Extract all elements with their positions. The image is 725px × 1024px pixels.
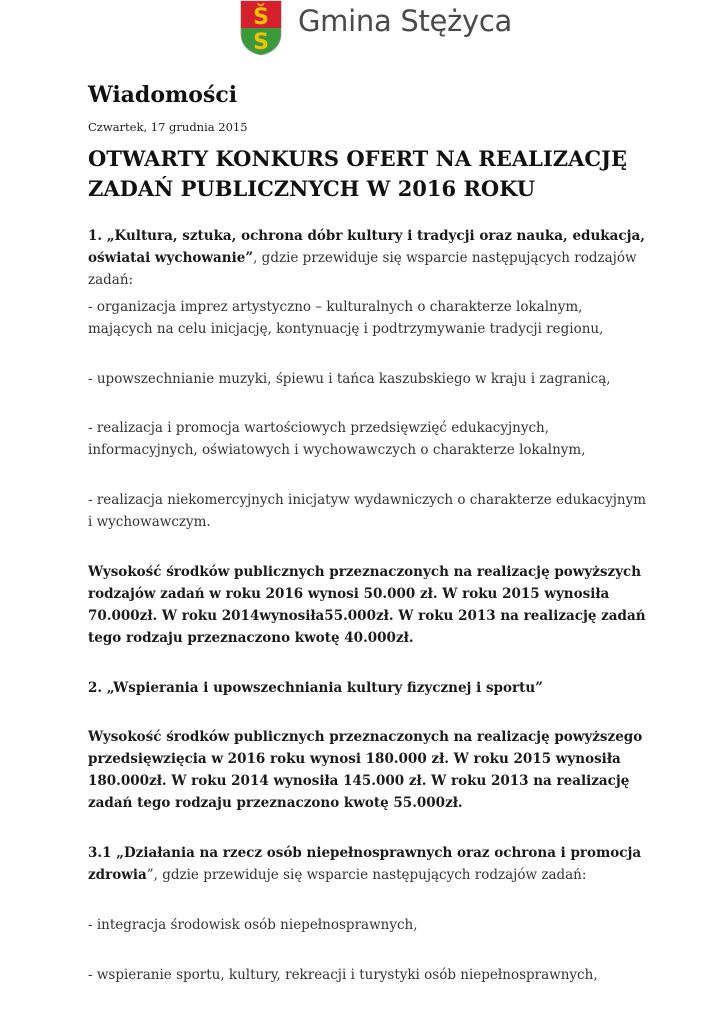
list-item: - wspieranie sportu, kultury, rekreacji i turystyki osób niepełnosprawnych, bbox=[88, 967, 598, 983]
category-1-title: 1. „Kultura, sztuka, ochrona dóbr kultury i tradycji oraz nauka, edukacja, oświatai wychowanie” bbox=[88, 228, 645, 266]
category-1-desc: , gdzie przewiduje się wsparcie następujących rodzajów zadań: bbox=[88, 250, 637, 288]
site-name[interactable]: Gmina Stężyca bbox=[298, 4, 512, 38]
list-item: - realizacja niekomercyjnych inicjatyw wydawniczych o charakterze edukacyjnym i wychowawczym. bbox=[88, 492, 647, 530]
list-item: - integracja środowisk osób niepełnosprawnych, bbox=[88, 917, 418, 933]
article-date: Czwartek, 17 grudnia 2015 bbox=[88, 120, 248, 134]
funds-paragraph-2: Wysokość środków publicznych przeznaczonych na realizację powyższego przedsięwzięcia w 2016 roku wynosi 180.000 zł. W roku 2015 wynosiła 180.000zł. W roku 2014 wynosiła 145.000 zł. W roku 2013 na realizację zadań tego rodzaju przeznaczono kwotę 55.000zł. bbox=[88, 729, 643, 811]
svg-text:S: S bbox=[253, 30, 269, 55]
crest-icon[interactable] bbox=[240, 0, 282, 56]
funds-paragraph-1: Wysokość środków publicznych przeznaczonych na realizację powyższych rodzajów zadań w roku 2016 wynosi 50.000 zł. W roku 2015 wynosiła 70.000zł. W roku 2014wynosiła55.000zł. W roku 2013 na realizację zadań tego rodzaju przeznaczono kwotę 40.000zł. bbox=[88, 564, 646, 646]
article-headline: OTWARTY KONKURS OFERT NA REALIZACJĘ ZADAŃ PUBLICZNYCH W 2016 ROKU bbox=[88, 146, 628, 201]
list-item: - upowszechnianie muzyki, śpiewu i tańca kaszubskiego w kraju i zagranicą, bbox=[88, 371, 611, 387]
category-3-desc: ”, gdzie przewiduje się wsparcie następujących rodzajów zadań: bbox=[146, 867, 587, 883]
svg-text:Š: Š bbox=[253, 5, 269, 30]
paragraph-category-3 bbox=[88, 842, 648, 886]
section-title: Wiadomości bbox=[88, 82, 238, 108]
list-item: - organizacja imprez artystyczno – kulturalnych o charakterze lokalnym, mających na celu inicjację, kontynuację i podtrzymywanie tradycji regionu, bbox=[88, 299, 604, 337]
list-item: - realizacja i promocja wartościowych przedsięwzięć edukacyjnych, informacyjnych, oświatowych i wychowawczych o charakterze lokalnym, bbox=[88, 420, 586, 458]
paragraph-category-1 bbox=[88, 225, 648, 291]
site-header bbox=[0, 0, 725, 62]
category-2-title: 2. „Wspierania i upowszechniania kultury fizycznej i sportu” bbox=[88, 680, 543, 696]
category-3-title: 3.1 „Działania na rzecz osób niepełnosprawnych oraz ochrona i promocja zdrowia bbox=[88, 845, 642, 883]
